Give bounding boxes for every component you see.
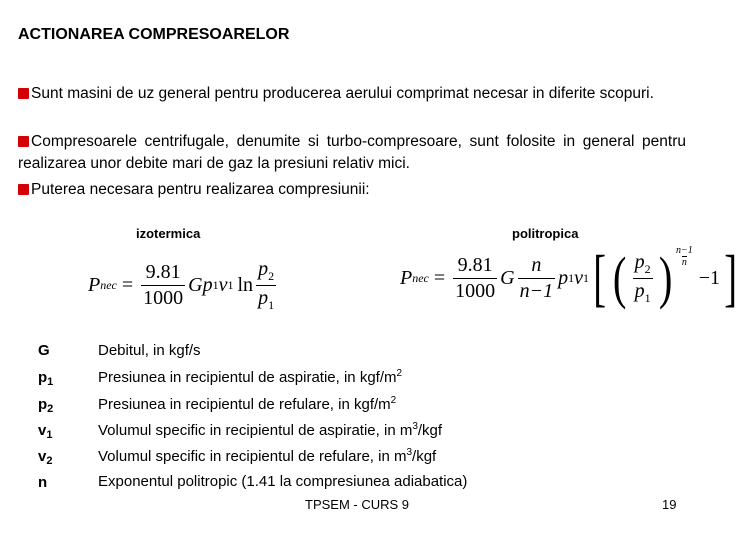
bracket-open-icon: [ <box>593 242 607 313</box>
bullet-marker-icon <box>18 184 29 195</box>
bullet-marker-icon <box>18 88 29 99</box>
bullet-item-1 <box>18 83 686 105</box>
pressure-ratio-fraction: $\frac{p_2}{p_1}$ <box>634 250 651 305</box>
def-description: Exponentul politropic (1.41 la compresiunea adiabatica) <box>98 473 468 490</box>
def-symbol: $p_2$ <box>38 396 54 415</box>
label-isothermal: izotermica <box>136 226 201 241</box>
def-symbol: G <box>38 342 50 359</box>
slide-footer: TPSEM - CURS 9 <box>305 497 410 512</box>
isothermal-formula: P nec = $\frac{9.81}{1000}$ G p 1 v 1 ln $\frac{p_2}{p_1}$ <box>88 258 275 312</box>
page-number: 19 <box>662 497 677 512</box>
slide-title: ACTIONAREA COMPRESOARELOR <box>18 26 290 43</box>
exponent-fraction: $\frac{n}{n-1}$ <box>519 253 554 302</box>
paren-close-icon: ) <box>658 245 673 310</box>
bracket-close-icon: ] <box>724 242 738 313</box>
constant-fraction: $\frac{9.81}{1000}$ <box>455 253 496 302</box>
def-description: Debitul, in kgf/s <box>98 342 201 359</box>
bullet-text: Sunt masini de uz general pentru producerea aerului comprimat necesar in diferite scopuri. <box>31 85 654 102</box>
bullet-text: Puterea necesara pentru realizarea compresiunii: <box>31 181 370 198</box>
def-description: Volumul specific in recipientul de aspiratie, in $m^3$/kgf <box>98 421 443 439</box>
polytropic-formula: P nec = $\frac{9.81}{1000}$ G $\frac{n}{n-1}$ p 1 v 1 [ ( $\frac{p_2}{p_1}$ ) n−1 n −1 ] <box>400 242 738 313</box>
def-description: Presiunea in recipientul de aspiratie, in kgf/$m^2$ <box>98 368 403 386</box>
def-description: Presiunea in recipientul de refulare, in kgf/$m^2$ <box>98 395 397 413</box>
def-symbol: n <box>38 474 48 491</box>
bullet-text: Compresoarele centrifugale, denumite si turbo-compresoare, sunt folosite in general pentru realizarea unor debite mari de gaz la presiuni relativ mici. <box>18 133 686 172</box>
def-symbol: $v_2$ <box>38 448 53 467</box>
def-symbol: $v_1$ <box>38 422 53 441</box>
paren-open-icon: ( <box>613 245 627 310</box>
bullet-marker-icon <box>18 136 29 147</box>
bullet-item-2 <box>18 131 686 175</box>
polytropic-exponent: n−1 n <box>675 244 693 268</box>
def-symbol: $p_1$ <box>38 369 54 388</box>
bullet-item-3 <box>18 179 686 201</box>
constant-fraction: $\frac{9.81}{1000}$ <box>143 261 184 309</box>
pressure-ratio-fraction: $\frac{p_2}{p_1}$ <box>258 258 275 312</box>
label-polytropic: politropica <box>512 226 579 241</box>
def-description: Volumul specific in recipientul de refulare, in $m^3$/kgf <box>98 447 437 465</box>
